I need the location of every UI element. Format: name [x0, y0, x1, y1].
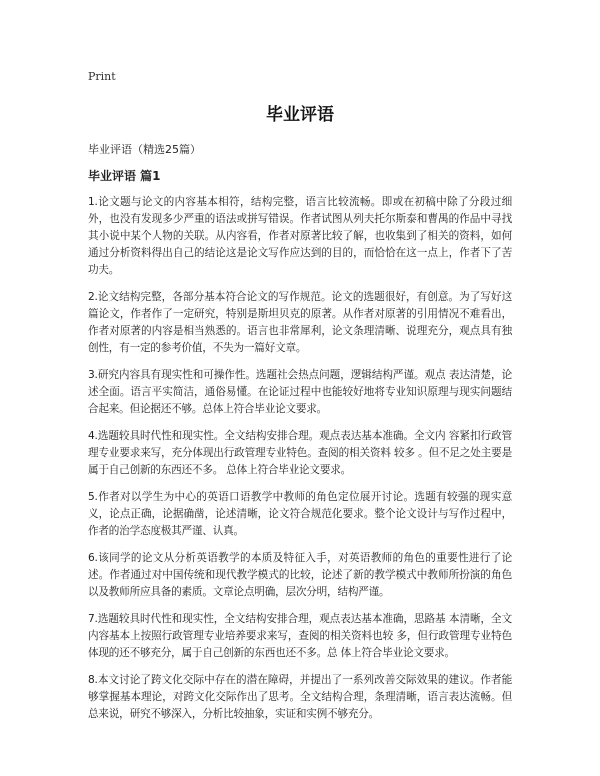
section-heading: 毕业评语 篇1	[88, 169, 161, 183]
document-title: 毕业评语	[266, 105, 334, 125]
paragraph-8: 8.本文讨论了跨文化交际中存在的潜在障碍，并提出了一系列改善交际效果的建议。作者能够掌握基本理论，对跨文化交际作出了思考。全文结构合理，条理清晰，语言表达流畅。但总来说，研究不够深入，分析比较抽象，实证和实例不够充分。	[88, 674, 512, 720]
paragraph-4: 4.选题较具时代性和现实性。全文结构安排合理。观点表达基本准确。全文内 容紧扣行政管理专业要求来写，充分体现出行政管理专业特色。查阅的相关资料 较多 。但不足之处主要是属于自己创新的东西还不多。 总体上符合毕业论文要求。	[88, 430, 512, 476]
paragraph-6: 6.该同学的论文从分析英语教学的本质及特征入手，对英语教师的角色的重要性进行了论述。作者通过对中国传统和现代教学模式的比较，论述了新的教学模式中教师所扮演的角色以及教师所应具备的素质。文章论点明确，层次分明，结构严谨。	[88, 552, 512, 598]
document-subtitle: 毕业评语（精选25篇）	[88, 143, 201, 156]
paragraph-3: 3.研究内容具有现实性和可操作性。选题社会热点问题，逻辑结构严谨。观点 表达清楚，论述全面。语言平实简洁，通俗易懂。在论证过程中也能较好地将专业知识原理与现实问题结合起来。但论据还不够。总体上符合毕业论文要求。	[88, 369, 512, 415]
paragraph-5: 5.作者对以学生为中心的英语口语教学中教师的角色定位展开讨论。选题有较强的现实意义，论点正确，论据确凿，论述清晰，论文符合规范化要求。整个论文设计与写作过程中，作者的治学态度极其严谨、认真。	[88, 491, 512, 537]
paragraph-7: 7.选题较具时代性和现实性，全文结构安排合理，观点表达基本准确，思路基 本清晰，全文内容基本上按照行政管理专业培养要求来写，查阅的相关资料也较 多，但行政管理专业特色体现的还不够充分，属于自己创新的东西也还不多。总 体上符合毕业论文要求。	[88, 613, 512, 659]
print-label: Print	[88, 70, 116, 83]
paragraph-2: 2.论文结构完整，各部分基本符合论文的写作规范。论文的选题很好，有创意。为了写好这篇论文，作者作了一定研究，特别是斯坦贝克的原著。从作者对原著的引用情况不难看出，作者对原著的内容是相当熟悉的。语言也非常犀利，论文条理清晰、说理充分，观点具有独创性，有一定的参考价值，不失为一篇好文章。	[88, 291, 512, 354]
paragraph-1: 1.论文题与论文的内容基本相符，结构完整，语言比较流畅。即或在初稿中除了分段过细外，也没有发现多少严重的语法或拼写错误。作者试图从列夫托尔斯泰和曹禺的作品中寻找其小说中某个人物的关联。从内容看，作者对原著比较了解，也收集到了相关的资料，如何通过分析资料得出自己的结论这是论文写作应达到的目的，而恰恰在这一点上，作者下了苦功夫。	[88, 196, 512, 276]
